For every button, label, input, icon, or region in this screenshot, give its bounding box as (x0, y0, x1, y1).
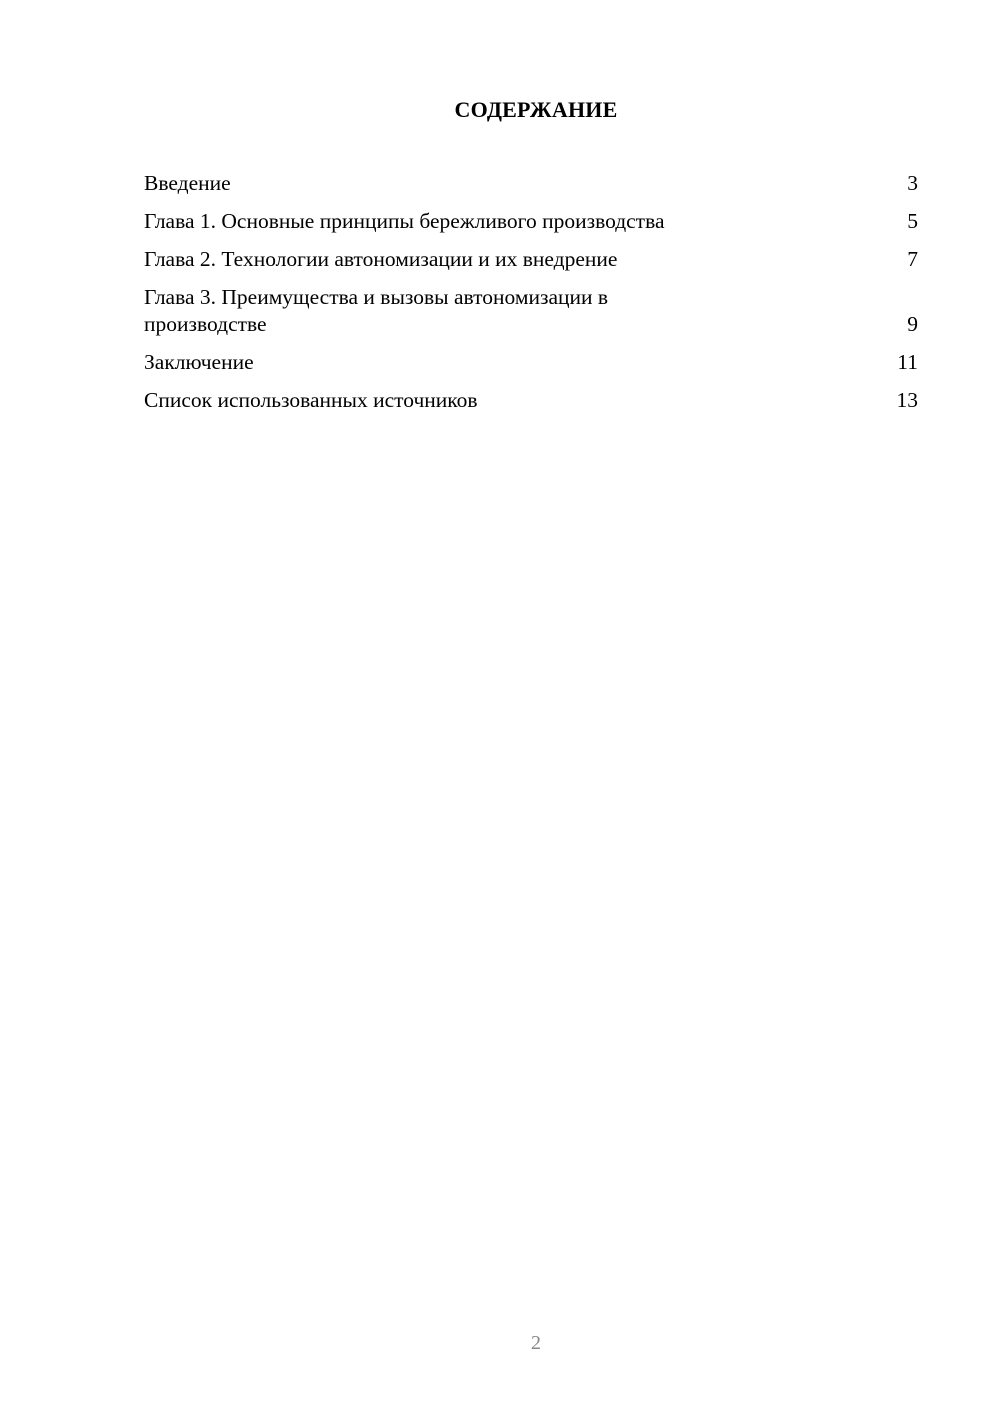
toc-entry-page-number: 3 (907, 171, 918, 195)
toc-entry-chapter-2[interactable] (144, 246, 918, 273)
toc-entry-page-number: 9 (907, 312, 918, 336)
toc-entry-label: Заключение (144, 350, 254, 374)
toc-entry-references[interactable] (144, 387, 918, 414)
toc-entry-page-number: 13 (896, 388, 918, 412)
toc-entry-chapter-1[interactable] (144, 208, 918, 235)
toc-entry-page-number: 11 (897, 350, 918, 374)
toc-entry-label: Введение (144, 171, 231, 195)
toc-entry-chapter-3[interactable] (144, 284, 918, 338)
toc-entry-introduction[interactable] (144, 170, 918, 197)
toc-entry-page-number: 7 (907, 247, 918, 271)
toc-entry-label: Глава 1. Основные принципы бережливого производства (144, 209, 665, 233)
toc-entry-conclusion[interactable] (144, 349, 918, 376)
toc-entry-label: Глава 3. Преимущества и вызовы автономизации в производстве (144, 285, 609, 336)
table-of-contents (144, 170, 918, 425)
toc-entry-label: Список использованных источников (144, 388, 478, 412)
toc-entry-label: Глава 2. Технологии автономизации и их внедрение (144, 247, 618, 271)
page-title: СОДЕРЖАНИЕ (454, 97, 618, 122)
page-number: 2 (531, 1332, 541, 1354)
toc-entry-page-number: 5 (907, 209, 918, 233)
